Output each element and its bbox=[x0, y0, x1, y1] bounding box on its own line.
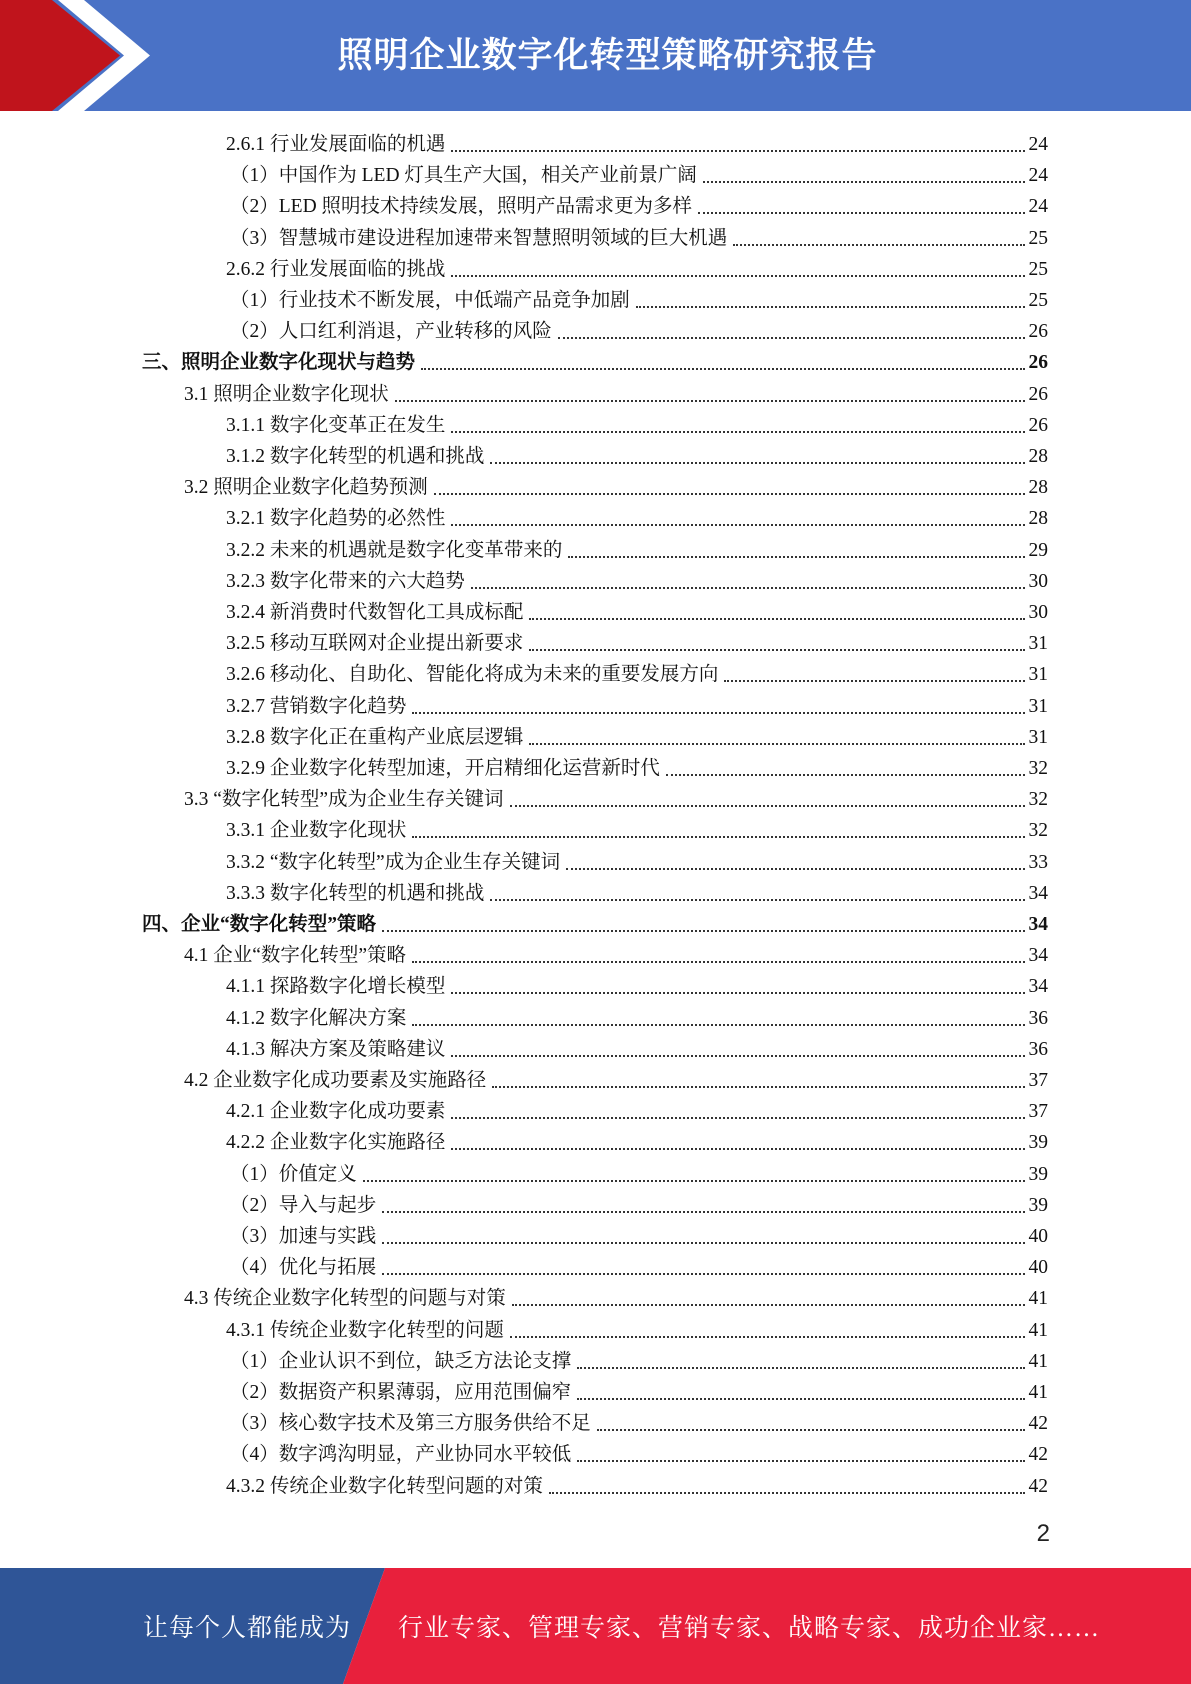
toc-entry[interactable] bbox=[226, 1031, 1048, 1062]
toc-entry-page: 26 bbox=[1028, 352, 1048, 374]
toc-entry[interactable] bbox=[226, 625, 1048, 656]
toc-entry-label: 4.3 传统企业数字化转型的问题与对策 bbox=[184, 1288, 506, 1310]
toc-dot-leader bbox=[382, 1242, 1024, 1244]
toc-entry[interactable] bbox=[226, 812, 1048, 843]
toc-entry[interactable] bbox=[226, 1124, 1048, 1155]
toc-dot-leader bbox=[549, 1492, 1025, 1494]
toc-entry-label: （4）优化与拓展 bbox=[230, 1257, 377, 1279]
toc-entry-label: 3.3 “数字化转型”成为企业生存关键词 bbox=[184, 789, 504, 811]
toc-dot-leader bbox=[451, 992, 1024, 994]
toc-dot-leader bbox=[451, 1148, 1024, 1150]
toc-entry-label: 3.2.4 新消费时代数智化工具成标配 bbox=[226, 602, 524, 623]
toc-entry[interactable] bbox=[230, 1343, 1048, 1374]
toc-dot-leader bbox=[490, 462, 1024, 464]
toc-dot-leader bbox=[597, 1429, 1025, 1431]
toc-entry[interactable] bbox=[226, 750, 1048, 781]
toc-entry[interactable] bbox=[226, 126, 1048, 157]
toc-entry-label: 3.2.2 未来的机遇就是数字化变革带来的 bbox=[226, 539, 563, 561]
toc-entry-label: 3.2.1 数字化趋势的必然性 bbox=[226, 508, 446, 530]
toc-entry-label: 3.1.2 数字化转型的机遇和挑战 bbox=[226, 446, 485, 467]
toc-entry[interactable] bbox=[226, 563, 1048, 594]
toc-entry[interactable] bbox=[226, 1312, 1048, 1343]
toc-entry-page: 34 bbox=[1028, 914, 1048, 935]
toc-entry-page: 29 bbox=[1028, 539, 1048, 561]
toc-entry[interactable] bbox=[230, 1405, 1048, 1436]
toc-entry-label: 3.2.7 营销数字化趋势 bbox=[226, 695, 407, 717]
toc-entry-label: 3.2.6 移动化、自助化、智能化将成为未来的重要发展方向 bbox=[226, 664, 719, 686]
toc-dot-leader bbox=[434, 493, 1025, 495]
toc-dot-leader bbox=[382, 1273, 1024, 1275]
toc-entry[interactable] bbox=[230, 1374, 1048, 1405]
toc-entry[interactable] bbox=[230, 282, 1048, 313]
toc-entry-label: 三、照明企业数字化现状与趋势 bbox=[142, 352, 416, 374]
footer-band bbox=[0, 1568, 1191, 1684]
toc-entry-label: （1）企业认识不到位，缺乏方法论支撑 bbox=[230, 1350, 572, 1372]
toc-entry-page: 40 bbox=[1028, 1226, 1048, 1247]
toc-entry-label: 3.3.2 “数字化转型”成为企业生存关键词 bbox=[226, 851, 561, 873]
toc-entry-page: 36 bbox=[1028, 1038, 1048, 1060]
toc-dot-leader bbox=[558, 337, 1025, 339]
toc-entry-label: （3）核心数字技术及第三方服务供给不足 bbox=[230, 1413, 591, 1435]
toc-entry-page: 25 bbox=[1028, 258, 1048, 280]
toc-entry-page: 39 bbox=[1028, 1163, 1048, 1185]
toc-entry[interactable] bbox=[226, 1093, 1048, 1124]
toc-entry-page: 34 bbox=[1028, 882, 1048, 904]
toc-dot-leader bbox=[529, 743, 1024, 745]
toc-dot-leader bbox=[451, 150, 1024, 152]
toc-entry-label: 2.6.1 行业发展面临的机遇 bbox=[226, 134, 446, 155]
toc-entry-label: 4.2.1 企业数字化成功要素 bbox=[226, 1101, 446, 1123]
toc-entry[interactable] bbox=[226, 407, 1048, 438]
toc-entry[interactable] bbox=[226, 1468, 1048, 1499]
toc-entry[interactable] bbox=[184, 781, 1048, 812]
toc-entry-page: 42 bbox=[1028, 1413, 1048, 1435]
toc-entry-page: 26 bbox=[1028, 321, 1048, 343]
toc-entry-label: （4）数字鸿沟明显，产业协同水平较低 bbox=[230, 1444, 572, 1466]
toc-entry-label: 4.2.2 企业数字化实施路径 bbox=[226, 1132, 446, 1154]
toc-entry-label: （2）导入与起步 bbox=[230, 1194, 377, 1216]
toc-dot-leader bbox=[451, 431, 1024, 433]
toc-entry-page: 40 bbox=[1028, 1257, 1048, 1279]
toc-entry[interactable] bbox=[226, 1000, 1048, 1031]
toc-entry-label: 3.1 照明企业数字化现状 bbox=[184, 383, 389, 405]
toc-entry[interactable] bbox=[230, 1218, 1048, 1249]
toc-entry[interactable] bbox=[184, 1280, 1048, 1311]
toc-entry-label: （2）LED 照明技术持续发展，照明产品需求更为多样 bbox=[230, 196, 693, 218]
toc-dot-leader bbox=[510, 805, 1025, 807]
toc-entry[interactable] bbox=[226, 968, 1048, 999]
toc-entry-page: 25 bbox=[1028, 227, 1048, 249]
toc-entry-page: 42 bbox=[1028, 1475, 1048, 1497]
toc-entry[interactable] bbox=[184, 937, 1048, 968]
toc-dot-leader bbox=[636, 306, 1025, 308]
toc-entry-page: 36 bbox=[1028, 1007, 1048, 1029]
toc-entry[interactable] bbox=[226, 532, 1048, 563]
header-band bbox=[0, 0, 1191, 111]
toc-entry-page: 39 bbox=[1028, 1194, 1048, 1216]
toc-dot-leader bbox=[395, 400, 1025, 402]
toc-entry-page: 41 bbox=[1028, 1382, 1048, 1403]
toc-entry-label: （2）数据资产积累薄弱，应用范围偏窄 bbox=[230, 1382, 572, 1403]
toc-entry[interactable] bbox=[226, 875, 1048, 906]
toc-entry-page: 28 bbox=[1028, 446, 1048, 467]
toc-entry[interactable] bbox=[226, 844, 1048, 875]
toc-entry[interactable] bbox=[142, 906, 1048, 937]
toc-entry[interactable] bbox=[230, 220, 1048, 251]
toc-dot-leader bbox=[412, 1024, 1024, 1026]
toc-entry-page: 32 bbox=[1028, 758, 1048, 779]
toc-dot-leader bbox=[577, 1398, 1024, 1400]
toc-dot-leader bbox=[412, 961, 1024, 963]
toc-entry[interactable] bbox=[184, 376, 1048, 407]
toc-dot-leader bbox=[512, 1304, 1025, 1306]
toc-entry-page: 30 bbox=[1028, 570, 1048, 592]
toc-entry[interactable] bbox=[230, 188, 1048, 219]
toc-entry[interactable] bbox=[226, 500, 1048, 531]
toc-entry-page: 33 bbox=[1028, 851, 1048, 873]
toc-entry-page: 41 bbox=[1028, 1350, 1048, 1372]
toc-entry[interactable] bbox=[184, 1062, 1048, 1093]
page-number: 2 bbox=[1036, 1520, 1050, 1547]
toc-entry-label: 3.1.1 数字化变革正在发生 bbox=[226, 414, 446, 436]
toc-dot-leader bbox=[451, 524, 1024, 526]
toc-entry-page: 26 bbox=[1028, 383, 1048, 405]
toc-entry-page: 42 bbox=[1028, 1444, 1048, 1466]
toc-entry-page: 31 bbox=[1028, 633, 1048, 655]
toc-entry-label: 3.2.9 企业数字化转型加速，开启精细化运营新时代 bbox=[226, 758, 660, 779]
footer-slogan-left: 让每个人都能成为 bbox=[143, 1615, 352, 1642]
toc-entry-page: 31 bbox=[1028, 695, 1048, 717]
toc-entry-label: 4.3.2 传统企业数字化转型问题的对策 bbox=[226, 1475, 543, 1497]
toc-entry-page: 32 bbox=[1028, 789, 1048, 811]
toc-entry-label: 4.1.3 解决方案及策略建议 bbox=[226, 1038, 446, 1060]
toc-entry-label: 3.2 照明企业数字化趋势预测 bbox=[184, 477, 428, 499]
report-title: 照明企业数字化转型策略研究报告 bbox=[337, 36, 878, 76]
toc-entry-label: （1）价值定义 bbox=[230, 1163, 357, 1185]
toc-entry[interactable] bbox=[230, 1187, 1048, 1218]
toc-entry-page: 39 bbox=[1028, 1132, 1048, 1154]
toc-entry-page: 32 bbox=[1028, 820, 1048, 842]
footer-slogan-right: 行业专家、管理专家、营销专家、战略专家、成功企业家…… bbox=[398, 1615, 1101, 1642]
toc-entry-label: 3.2.8 数字化正在重构产业底层逻辑 bbox=[226, 726, 524, 748]
toc-entry-label: 4.1.1 探路数字化增长模型 bbox=[226, 976, 446, 998]
toc-entry-label: 3.2.5 移动互联网对企业提出新要求 bbox=[226, 633, 524, 655]
toc-entry-label: 4.1.2 数字化解决方案 bbox=[226, 1007, 407, 1029]
toc-entry-page: 24 bbox=[1028, 134, 1048, 155]
toc-dot-leader bbox=[577, 1367, 1024, 1369]
toc-entry-label: 四、企业“数字化转型”策略 bbox=[142, 914, 377, 935]
toc-dot-leader bbox=[577, 1460, 1024, 1462]
toc-dot-leader bbox=[492, 1086, 1024, 1088]
toc-dot-leader bbox=[412, 712, 1024, 714]
toc-dot-leader bbox=[451, 1117, 1024, 1119]
toc-entry-label: 4.3.1 传统企业数字化转型的问题 bbox=[226, 1319, 504, 1341]
toc-entry-page: 34 bbox=[1028, 976, 1048, 998]
toc-entry[interactable] bbox=[142, 344, 1048, 375]
toc-entry-page: 30 bbox=[1028, 602, 1048, 623]
toc-entry-page: 28 bbox=[1028, 477, 1048, 499]
toc-dot-leader bbox=[703, 181, 1025, 183]
toc-dot-leader bbox=[490, 899, 1024, 901]
toc-entry-label: （3）智慧城市建设进程加速带来智慧照明领域的巨大机遇 bbox=[230, 227, 728, 249]
toc-entry-page: 31 bbox=[1028, 726, 1048, 748]
toc-entry-label: （3）加速与实践 bbox=[230, 1226, 377, 1247]
toc-dot-leader bbox=[529, 649, 1024, 651]
toc-entry-label: 3.3.3 数字化转型的机遇和挑战 bbox=[226, 882, 485, 904]
toc-entry-page: 41 bbox=[1028, 1288, 1048, 1310]
toc-dot-leader bbox=[724, 680, 1024, 682]
toc-dot-leader bbox=[698, 212, 1024, 214]
toc-entry-page: 28 bbox=[1028, 508, 1048, 530]
toc-entry-page: 24 bbox=[1028, 196, 1048, 218]
toc-entry-page: 37 bbox=[1028, 1070, 1048, 1091]
toc-entry-label: 2.6.2 行业发展面临的挑战 bbox=[226, 258, 446, 280]
toc-dot-leader bbox=[451, 275, 1024, 277]
toc-entry-label: 3.2.3 数字化带来的六大趋势 bbox=[226, 570, 465, 592]
toc-entry-label: 4.1 企业“数字化转型”策略 bbox=[184, 945, 407, 967]
toc-dot-leader bbox=[363, 1180, 1025, 1182]
toc-entry-label: （1）中国作为 LED 灯具生产大国，相关产业前景广阔 bbox=[230, 165, 697, 187]
toc-entry-page: 34 bbox=[1028, 945, 1048, 967]
toc-entry[interactable] bbox=[226, 656, 1048, 687]
toc-dot-leader bbox=[568, 556, 1024, 558]
toc-entry-page: 41 bbox=[1028, 1319, 1048, 1341]
toc-dot-leader bbox=[566, 868, 1024, 870]
toc-dot-leader bbox=[421, 368, 1024, 370]
toc-entry-page: 25 bbox=[1028, 290, 1048, 311]
toc-entry[interactable] bbox=[230, 1156, 1048, 1187]
toc-dot-leader bbox=[733, 244, 1024, 246]
toc-entry[interactable] bbox=[226, 594, 1048, 625]
toc-entry-label: （2）人口红利消退，产业转移的风险 bbox=[230, 321, 552, 343]
toc-entry-label: 4.2 企业数字化成功要素及实施路径 bbox=[184, 1070, 487, 1091]
toc-entry[interactable] bbox=[226, 438, 1048, 469]
toc-entry[interactable] bbox=[230, 1436, 1048, 1467]
toc-entry-page: 37 bbox=[1028, 1101, 1048, 1123]
toc-entry-page: 31 bbox=[1028, 664, 1048, 686]
toc-dot-leader bbox=[412, 836, 1024, 838]
toc-entry[interactable] bbox=[226, 688, 1048, 719]
toc-entry-label: 3.3.1 企业数字化现状 bbox=[226, 820, 407, 842]
toc-entry[interactable] bbox=[226, 251, 1048, 282]
toc-entry-page: 24 bbox=[1028, 165, 1048, 187]
toc-dot-leader bbox=[382, 1211, 1024, 1213]
toc-entry[interactable] bbox=[226, 719, 1048, 750]
toc-dot-leader bbox=[471, 587, 1025, 589]
toc-dot-leader bbox=[382, 930, 1024, 932]
toc-entry[interactable] bbox=[230, 313, 1048, 344]
toc-entry-label: （1）行业技术不断发展，中低端产品竞争加剧 bbox=[230, 290, 630, 311]
toc-entry[interactable] bbox=[230, 157, 1048, 188]
toc-dot-leader bbox=[666, 774, 1025, 776]
toc-entry-page: 26 bbox=[1028, 414, 1048, 436]
toc-dot-leader bbox=[451, 1055, 1024, 1057]
toc-entry[interactable] bbox=[184, 469, 1048, 500]
toc-dot-leader bbox=[529, 618, 1024, 620]
toc-dot-leader bbox=[510, 1336, 1025, 1338]
toc-entry[interactable] bbox=[230, 1249, 1048, 1280]
